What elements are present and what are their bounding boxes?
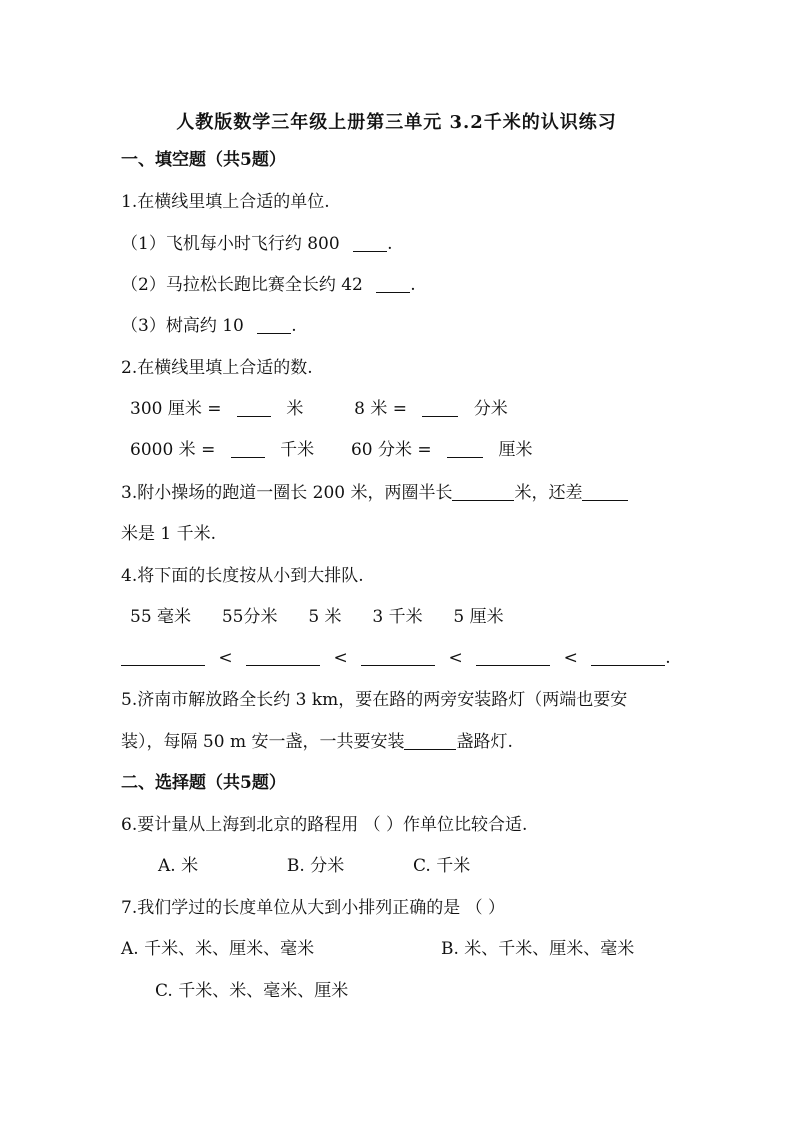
question-1-stem: 1.在横线里填上合适的单位. <box>121 192 330 212</box>
question-7-option-c[interactable]: C. 千米、米、毫米、厘米 <box>155 981 349 1001</box>
answer-blank[interactable] <box>237 400 271 417</box>
option-b[interactable]: B. 分米 <box>286 856 345 876</box>
question-text: 装），每隔 50 m 安一盏，一共要安装 <box>121 732 405 752</box>
length-item: 55 毫米 <box>130 607 192 627</box>
answer-blank[interactable] <box>452 484 514 501</box>
question-3-line-2: 米是 1 千米. <box>121 524 217 544</box>
question-6-options <box>158 856 470 876</box>
answer-blank[interactable] <box>246 649 320 666</box>
period: . <box>665 648 671 668</box>
conversion-text: 60 分米 = <box>350 440 432 460</box>
period: . <box>387 234 393 254</box>
option-c[interactable]: C. 千米 <box>413 856 471 876</box>
less-than-sign: < <box>218 648 233 668</box>
question-4-stem: 4.将下面的长度按从小到大排队. <box>121 566 364 586</box>
answer-blank[interactable] <box>361 649 435 666</box>
question-7-option-a[interactable]: A. 千米、米、厘米、毫米 <box>121 939 315 959</box>
length-item: 5 厘米 <box>453 607 504 627</box>
question-7-stem: 7.我们学过的长度单位从大到小排列正确的是 （ ） <box>121 898 506 918</box>
question-3-line-1 <box>121 483 628 503</box>
answer-blank[interactable] <box>231 441 265 458</box>
period: . <box>291 316 297 336</box>
answer-blank[interactable] <box>353 235 387 252</box>
conversion-text: 8 米 = <box>354 399 407 419</box>
question-2-stem: 2.在横线里填上合适的数. <box>121 358 313 378</box>
option-a[interactable]: A. 米 <box>158 856 199 876</box>
length-item: 55分米 <box>221 607 278 627</box>
answer-blank[interactable] <box>476 649 550 666</box>
question-7-option-b[interactable]: B. 米、千米、厘米、毫米 <box>441 939 635 959</box>
question-5-line-1: 5.济南市解放路全长约 3 km，要在路的两旁安装路灯（两端也要安 <box>121 690 628 710</box>
answer-blank[interactable] <box>591 649 665 666</box>
section-heading-multiple-choice: 二、选择题（共5题） <box>121 773 286 793</box>
answer-blank[interactable] <box>582 484 628 501</box>
question-4-lengths <box>130 607 504 627</box>
less-than-sign: < <box>563 648 578 668</box>
item-text: （2）马拉松长跑比赛全长约 42 <box>121 275 363 295</box>
period: . <box>410 275 416 295</box>
unit-text: 米 <box>286 399 304 419</box>
question-text: 3.附小操场的跑道一圈长 200 米，两圈半长 <box>121 483 453 503</box>
answer-blank[interactable] <box>422 400 458 417</box>
conversion-text: 300 厘米 = <box>130 399 222 419</box>
question-1-item-3 <box>121 316 297 336</box>
length-item: 5 米 <box>308 607 342 627</box>
question-4-order-row <box>121 648 671 668</box>
length-item: 3 千米 <box>372 607 423 627</box>
question-1-item-2 <box>121 275 416 295</box>
question-text: 盏路灯. <box>456 732 513 752</box>
answer-blank[interactable] <box>121 649 205 666</box>
question-2-row-2 <box>130 440 532 460</box>
item-text: （3）树高约 10 <box>121 316 244 336</box>
section-heading-fill-blank: 一、填空题（共5题） <box>121 150 286 170</box>
question-1-item-1 <box>121 234 392 254</box>
conversion-text: 6000 米 = <box>130 440 216 460</box>
unit-text: 千米 <box>280 440 315 460</box>
answer-blank[interactable] <box>376 276 410 293</box>
item-text: （1）飞机每小时飞行约 800 <box>121 234 340 254</box>
answer-blank[interactable] <box>404 733 456 750</box>
answer-blank[interactable] <box>447 441 483 458</box>
less-than-sign: < <box>448 648 463 668</box>
answer-blank[interactable] <box>257 317 291 334</box>
less-than-sign: < <box>333 648 348 668</box>
unit-text: 厘米 <box>498 440 533 460</box>
question-6-stem: 6.要计量从上海到北京的路程用 （ ）作单位比较合适. <box>121 815 528 835</box>
question-2-row-1 <box>130 399 508 419</box>
question-text: 米，还差 <box>514 483 583 503</box>
question-5-line-2 <box>121 732 513 752</box>
unit-text: 分米 <box>473 399 508 419</box>
page-title: 人教版数学三年级上册第三单元 3.2千米的认识练习 <box>176 112 617 133</box>
